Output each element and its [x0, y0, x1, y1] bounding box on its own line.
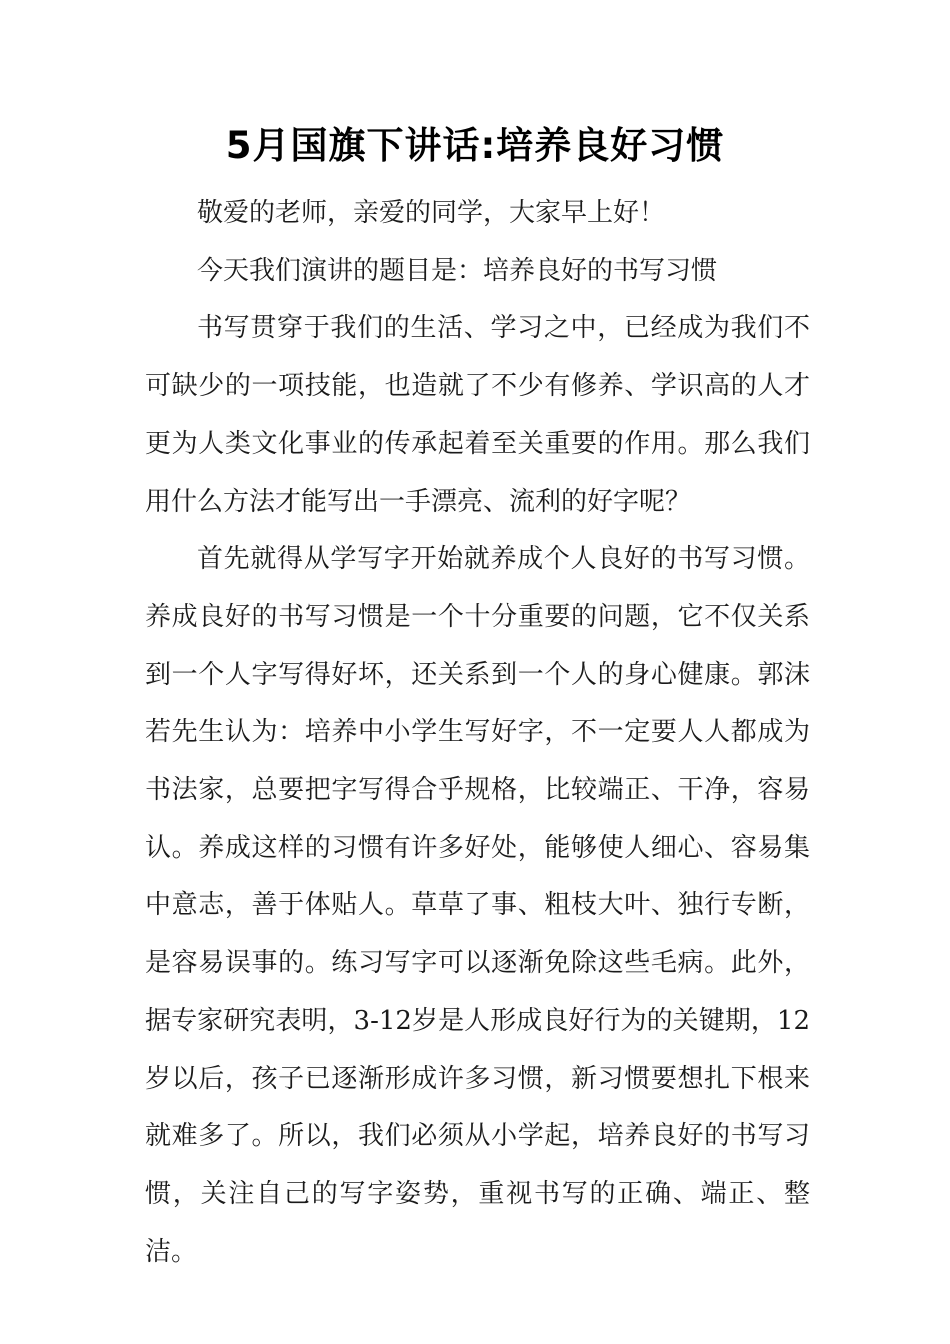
paragraph-main: 首先就得从学写字开始就养成个人良好的书写习惯。养成良好的书写习惯是一个十分重要的问题，它不仅关系到一个人字写得好坏，还关系到一个人的身心健康。郭沫若先生认为：培养中小学生写好字，不一定要人人都成为书法家，总要把字写得合乎规格，比较端正、干净，容易认。养成这样的习惯有许多好处，能够使人细心、容易集中意志，善于体贴人。草草了事、粗枝大叶、独行专断，是容易误事的。练习写字可以逐渐免除这些毛病。此外，据专家研究表明，3-12岁是人形成良好行为的关键期，12岁以后，孩子已逐渐形成许多习惯，新习惯要想扎下根来就难多了。所以，我们必须从小学起，培养良好的书写习惯，关注自己的写字姿势，重视书写的正确、端正、整洁。	[145, 544, 810, 1267]
paragraph-topic: 今天我们演讲的题目是：培养良好的书写习惯	[197, 255, 718, 286]
paragraph-greeting: 敬爱的老师，亲爱的同学，大家早上好！	[197, 198, 666, 228]
paragraph-intro: 书写贯穿于我们的生活、学习之中，已经成为我们不可缺少的一项技能，也造就了不少有修养、学识高的人才更为人类文化事业的传承起着至关重要的作用。那么我们用什么方法才能写出一手漂亮、流利的好字呢？	[145, 313, 810, 517]
document-body	[145, 185, 810, 1281]
page-title: 5月国旗下讲话:培养良好习惯	[225, 124, 725, 167]
